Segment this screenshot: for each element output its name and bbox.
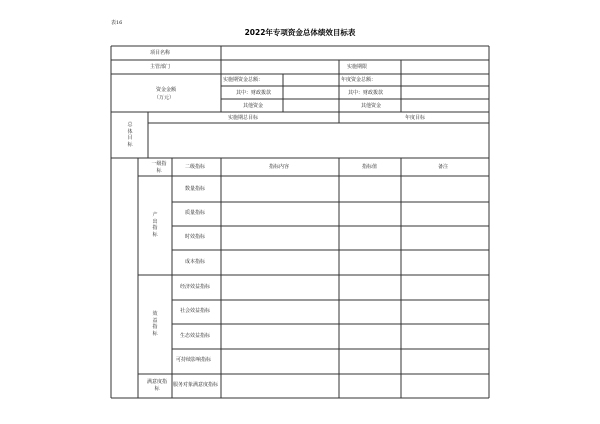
project-name-label: 项目名称 [150, 50, 171, 56]
cost-indicator: 成本指标 [185, 259, 206, 265]
period-other-label: 其他资金 [243, 103, 264, 109]
period-total-label: 实施期资金总额： [223, 77, 264, 83]
table-number: 表16 [111, 20, 123, 26]
social-benefit-indicator: 社会效益指标 [180, 308, 211, 314]
service-satisfaction-indicator: 服务对象满意度指标 [173, 382, 219, 388]
period-goal-header: 实施期总目标 [228, 115, 259, 121]
period-label: 实施期限 [347, 64, 368, 70]
content-header: 指标内容 [269, 164, 290, 170]
page-title: 2022年专项资金总体绩效目标表 [244, 28, 356, 37]
quantity-indicator: 数量指标 [185, 186, 206, 192]
annual-total-label: 年度资金总额： [341, 77, 377, 83]
annual-goal-header: 年度目标 [405, 115, 426, 121]
period-fiscal-label: 其中：财政拨款 [236, 90, 272, 96]
benefit-group-label: 效益指标 [152, 311, 158, 337]
output-group-label: 产出指标 [152, 212, 158, 238]
funds-unit-label: （万元） [154, 95, 175, 101]
department-label: 主管部门 [150, 64, 171, 70]
ecological-benefit-indicator: 生态效益指标 [180, 333, 211, 339]
remark-header: 备注 [438, 164, 449, 170]
funds-label: 资金金额 [156, 87, 177, 93]
level1-header: 一级指标 [151, 161, 167, 174]
quality-indicator: 质量指标 [185, 210, 206, 216]
level2-header: 二级指标 [185, 164, 206, 170]
satisfaction-group-label: 满意度指标 [146, 379, 167, 392]
economic-benefit-indicator: 经济效益指标 [180, 284, 211, 290]
overall-goal-label: 总体目标 [127, 122, 133, 148]
annual-other-label: 其他资金 [361, 103, 382, 109]
annual-fiscal-label: 其中：财政拨款 [348, 90, 384, 96]
timeliness-indicator: 时效指标 [185, 234, 206, 240]
sustainability-indicator: 可持续影响指标 [176, 357, 212, 363]
value-header: 指标值 [362, 164, 378, 170]
